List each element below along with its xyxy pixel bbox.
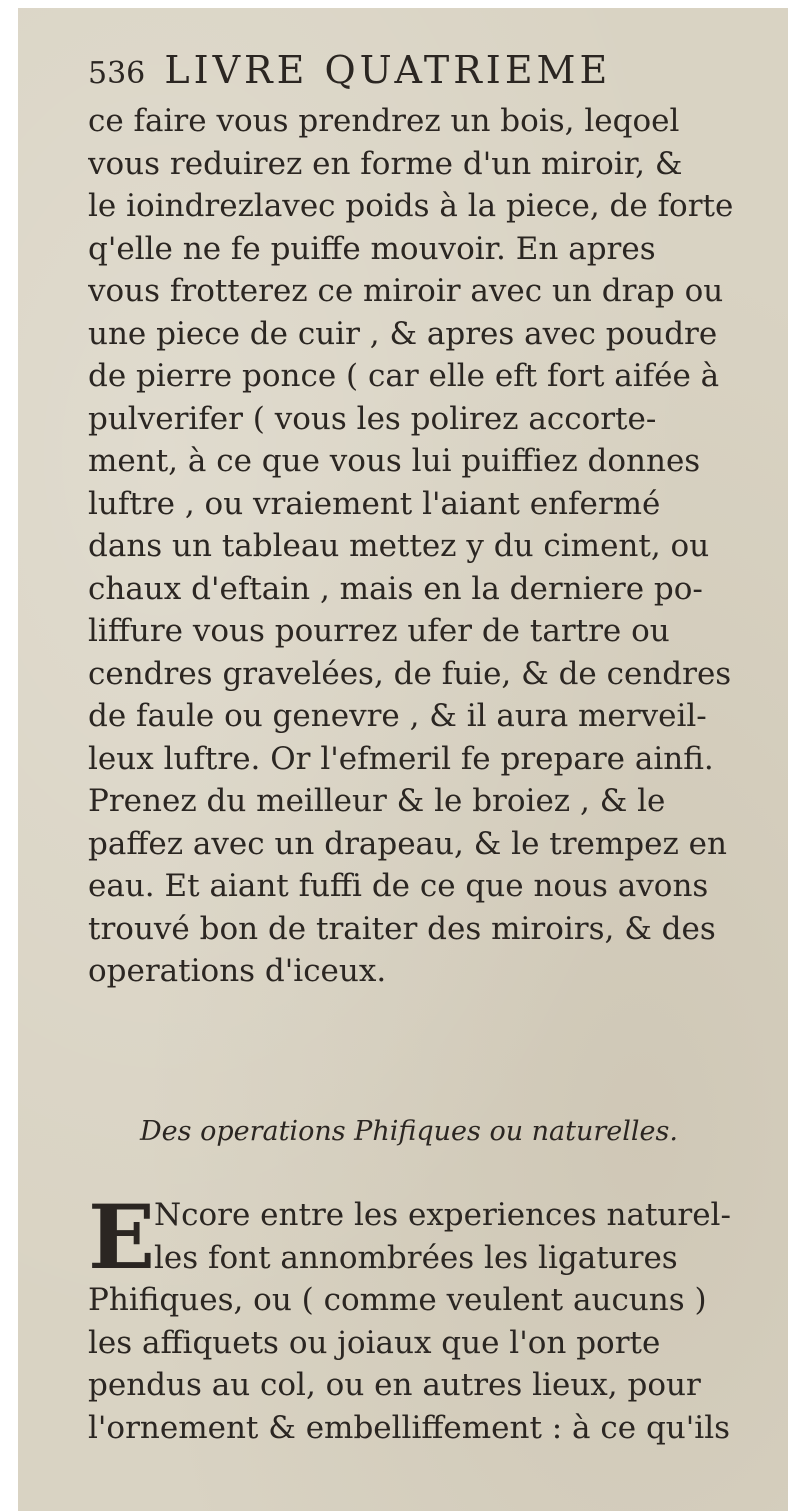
text-line: vous frotterez ce miroir avec un drap ou: [88, 273, 724, 309]
page-left-margin: [0, 0, 18, 1511]
text-line: chaux d'eftain , mais en la derniere po-: [88, 570, 703, 607]
text-line: paffez avec un drapeau, & le trempez en: [88, 825, 727, 862]
text-line: cendres gravelées, de fuie, & de cendres: [88, 655, 732, 692]
text-line: l'ornement & embelliffement : à ce qu'ils: [88, 1409, 731, 1446]
text-line: Prenez du meilleur & le broiez , & le: [88, 783, 666, 819]
text-line: ment, à ce que vous lui puiffiez donnes: [88, 443, 701, 479]
section-heading: Des operations Phifiques ou naturelles.: [140, 1116, 678, 1147]
text-line: ce faire vous prendrez un bois, leqoel: [88, 103, 680, 139]
text-line: dans un tableau mettez y du ciment, ou: [88, 528, 710, 564]
running-head: [88, 48, 748, 100]
text-line: pendus au col, ou en autres lieux, pour: [88, 1367, 701, 1403]
text-line: de faule ou genevre , & il aura merveil-: [88, 698, 707, 734]
page-number: 536: [88, 56, 146, 91]
section-text: [88, 1185, 778, 1449]
page-top-margin: [0, 0, 800, 8]
text-line: vous reduirez en forme d'un miroir, &: [88, 145, 683, 182]
text-line: le ioindrezlavec poids à la piece, de forte: [88, 188, 734, 224]
text-line: les affiquets ou joiaux que l'on porte: [88, 1324, 661, 1361]
text-line: les font annombrées les ligatures: [154, 1239, 678, 1276]
text-line: leux luftre. Or l'efmeril fe prepare ainfi.: [88, 740, 714, 777]
text-line: Phifiques, ou ( comme veulent aucuns ): [88, 1282, 707, 1318]
body-text: [88, 100, 778, 993]
text-line: Ncore entre les experiences naturel-: [154, 1197, 731, 1233]
page-right-margin: [788, 0, 800, 1511]
text-line: q'elle ne fe puiffe mouvoir. En apres: [88, 230, 656, 267]
text-line: pulverifer ( vous les polirez accorte-: [88, 400, 657, 437]
text-line: de pierre ponce ( car elle eft fort aifée à: [88, 358, 720, 394]
text-line: operations d'iceux.: [88, 953, 387, 989]
text-line: une piece de cuir , & apres avec poudre: [88, 315, 718, 352]
running-head-title: LIVRE QUATRIEME: [164, 48, 612, 92]
text-line: liffure vous pourrez ufer de tartre ou: [88, 613, 670, 649]
text-line: luftre , ou vraiement l'aiant enfermé: [88, 485, 661, 522]
text-line: trouvé bon de traiter des miroirs, & des: [88, 910, 716, 947]
drop-cap: E: [88, 1185, 156, 1289]
text-line: eau. Et aiant fuffi de ce que nous avons: [88, 868, 709, 904]
